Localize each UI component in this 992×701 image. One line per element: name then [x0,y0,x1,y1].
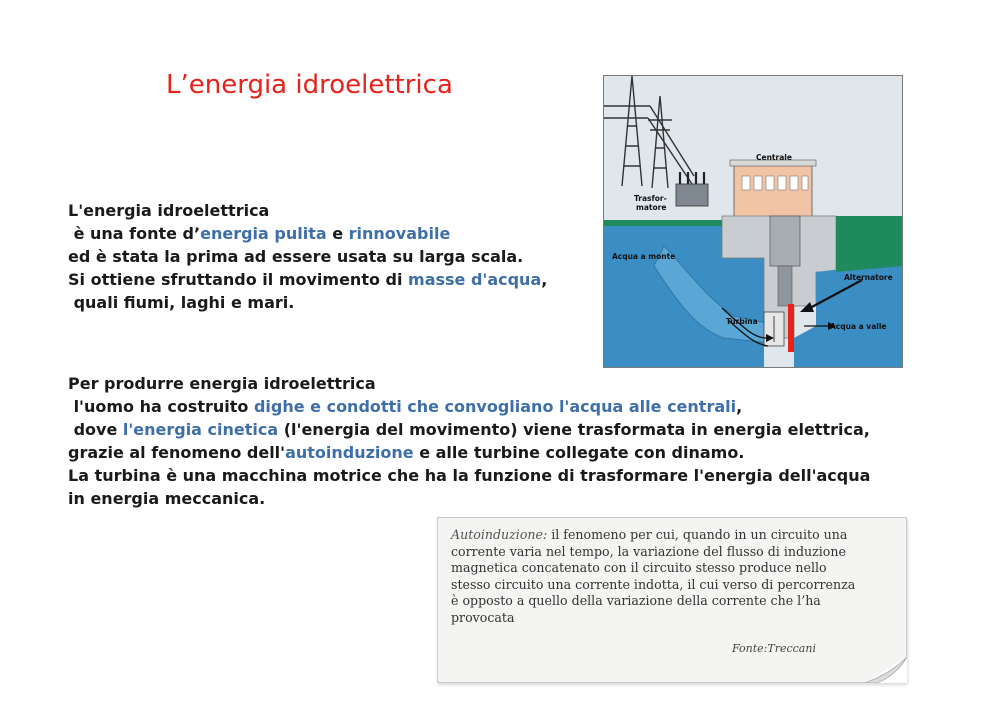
text-line [68,464,870,487]
text-line [68,245,547,268]
hydro-plant-illustration [604,76,902,367]
text-segment: l'uomo ha costruito [68,397,254,416]
label-acqua-valle: Acqua a valle [830,322,887,331]
highlighted-term: l'energia cinetica [122,420,279,439]
text-segment: in energia meccanica. [68,489,266,508]
highlighted-term: energia pulita [200,224,327,243]
definition-line: il fenomeno per cui, quando in un circuito una [547,527,848,542]
text-segment: La turbina è una macchina motrice che ha la funzione di trasformare l'energia dell'acqua [68,466,871,485]
text-segment: ed è stata la prima ad essere usata su larga scala. [68,247,524,266]
text-segment: , [541,270,548,289]
label-trasformatore-1: Trasfor- [634,194,667,203]
definition-line: è opposto a quello della variazione della corrente che l’ha [451,593,821,608]
text-line [68,372,870,395]
label-alternatore: Alternatore [844,273,893,282]
text-line [68,487,870,510]
text-segment: dove [68,420,123,439]
text-segment: e alle turbine collegate con dinamo. [413,443,745,462]
text-segment: e [326,224,349,243]
label-centrale: Centrale [756,153,792,162]
highlighted-term: rinnovabile [348,224,451,243]
text-segment: Si ottiene sfruttando il movimento di [68,270,409,289]
definition-line: magnetica concatenato con il circuito stesso produce nello [451,560,827,575]
definition-line: corrente varia nel tempo, la variazione del flusso di induzione [451,543,846,559]
label-trasformatore-2: matore [636,203,667,212]
definition-line: stesso circuito una corrente indotta, il cui verso di percorrenza [451,576,856,592]
text-line [68,199,547,222]
highlighted-term: autoinduzione [285,443,414,462]
hydro-plant-diagram [603,75,903,368]
page-curl-icon [865,657,907,683]
definition-text [451,527,901,626]
production-paragraph [68,372,870,510]
label-acqua-monte: Acqua a monte [612,252,676,261]
text-line [68,418,870,441]
text-line [68,441,870,464]
label-turbina: Turbina [726,317,758,326]
text-segment: Per produrre energia idroelettrica [68,374,376,393]
text-line [68,268,547,291]
text-line [68,395,870,418]
text-segment: grazie al fenomeno dell' [68,443,286,462]
text-segment: , [736,397,743,416]
definition-term: Autoinduzione: [451,527,548,542]
intro-paragraph [68,199,547,314]
text-segment: è una fonte d’ [68,224,201,243]
highlighted-term: dighe e condotti che convogliano l'acqua alle centrali [253,397,737,416]
text-segment: L'energia idroelettrica [68,201,270,220]
definition-note [437,517,907,683]
text-segment: (l'energia del movimento) viene trasformata in energia elettrica, [278,420,870,439]
text-segment: quali fiumi, laghi e mari. [68,293,295,312]
definition-source: Fonte:Treccani [732,642,816,655]
definition-line: provocata [451,609,515,625]
highlighted-term: masse d'acqua [408,270,542,289]
slide-title: L’energia idroelettrica [166,70,453,100]
text-line [68,222,547,245]
text-line [68,291,547,314]
